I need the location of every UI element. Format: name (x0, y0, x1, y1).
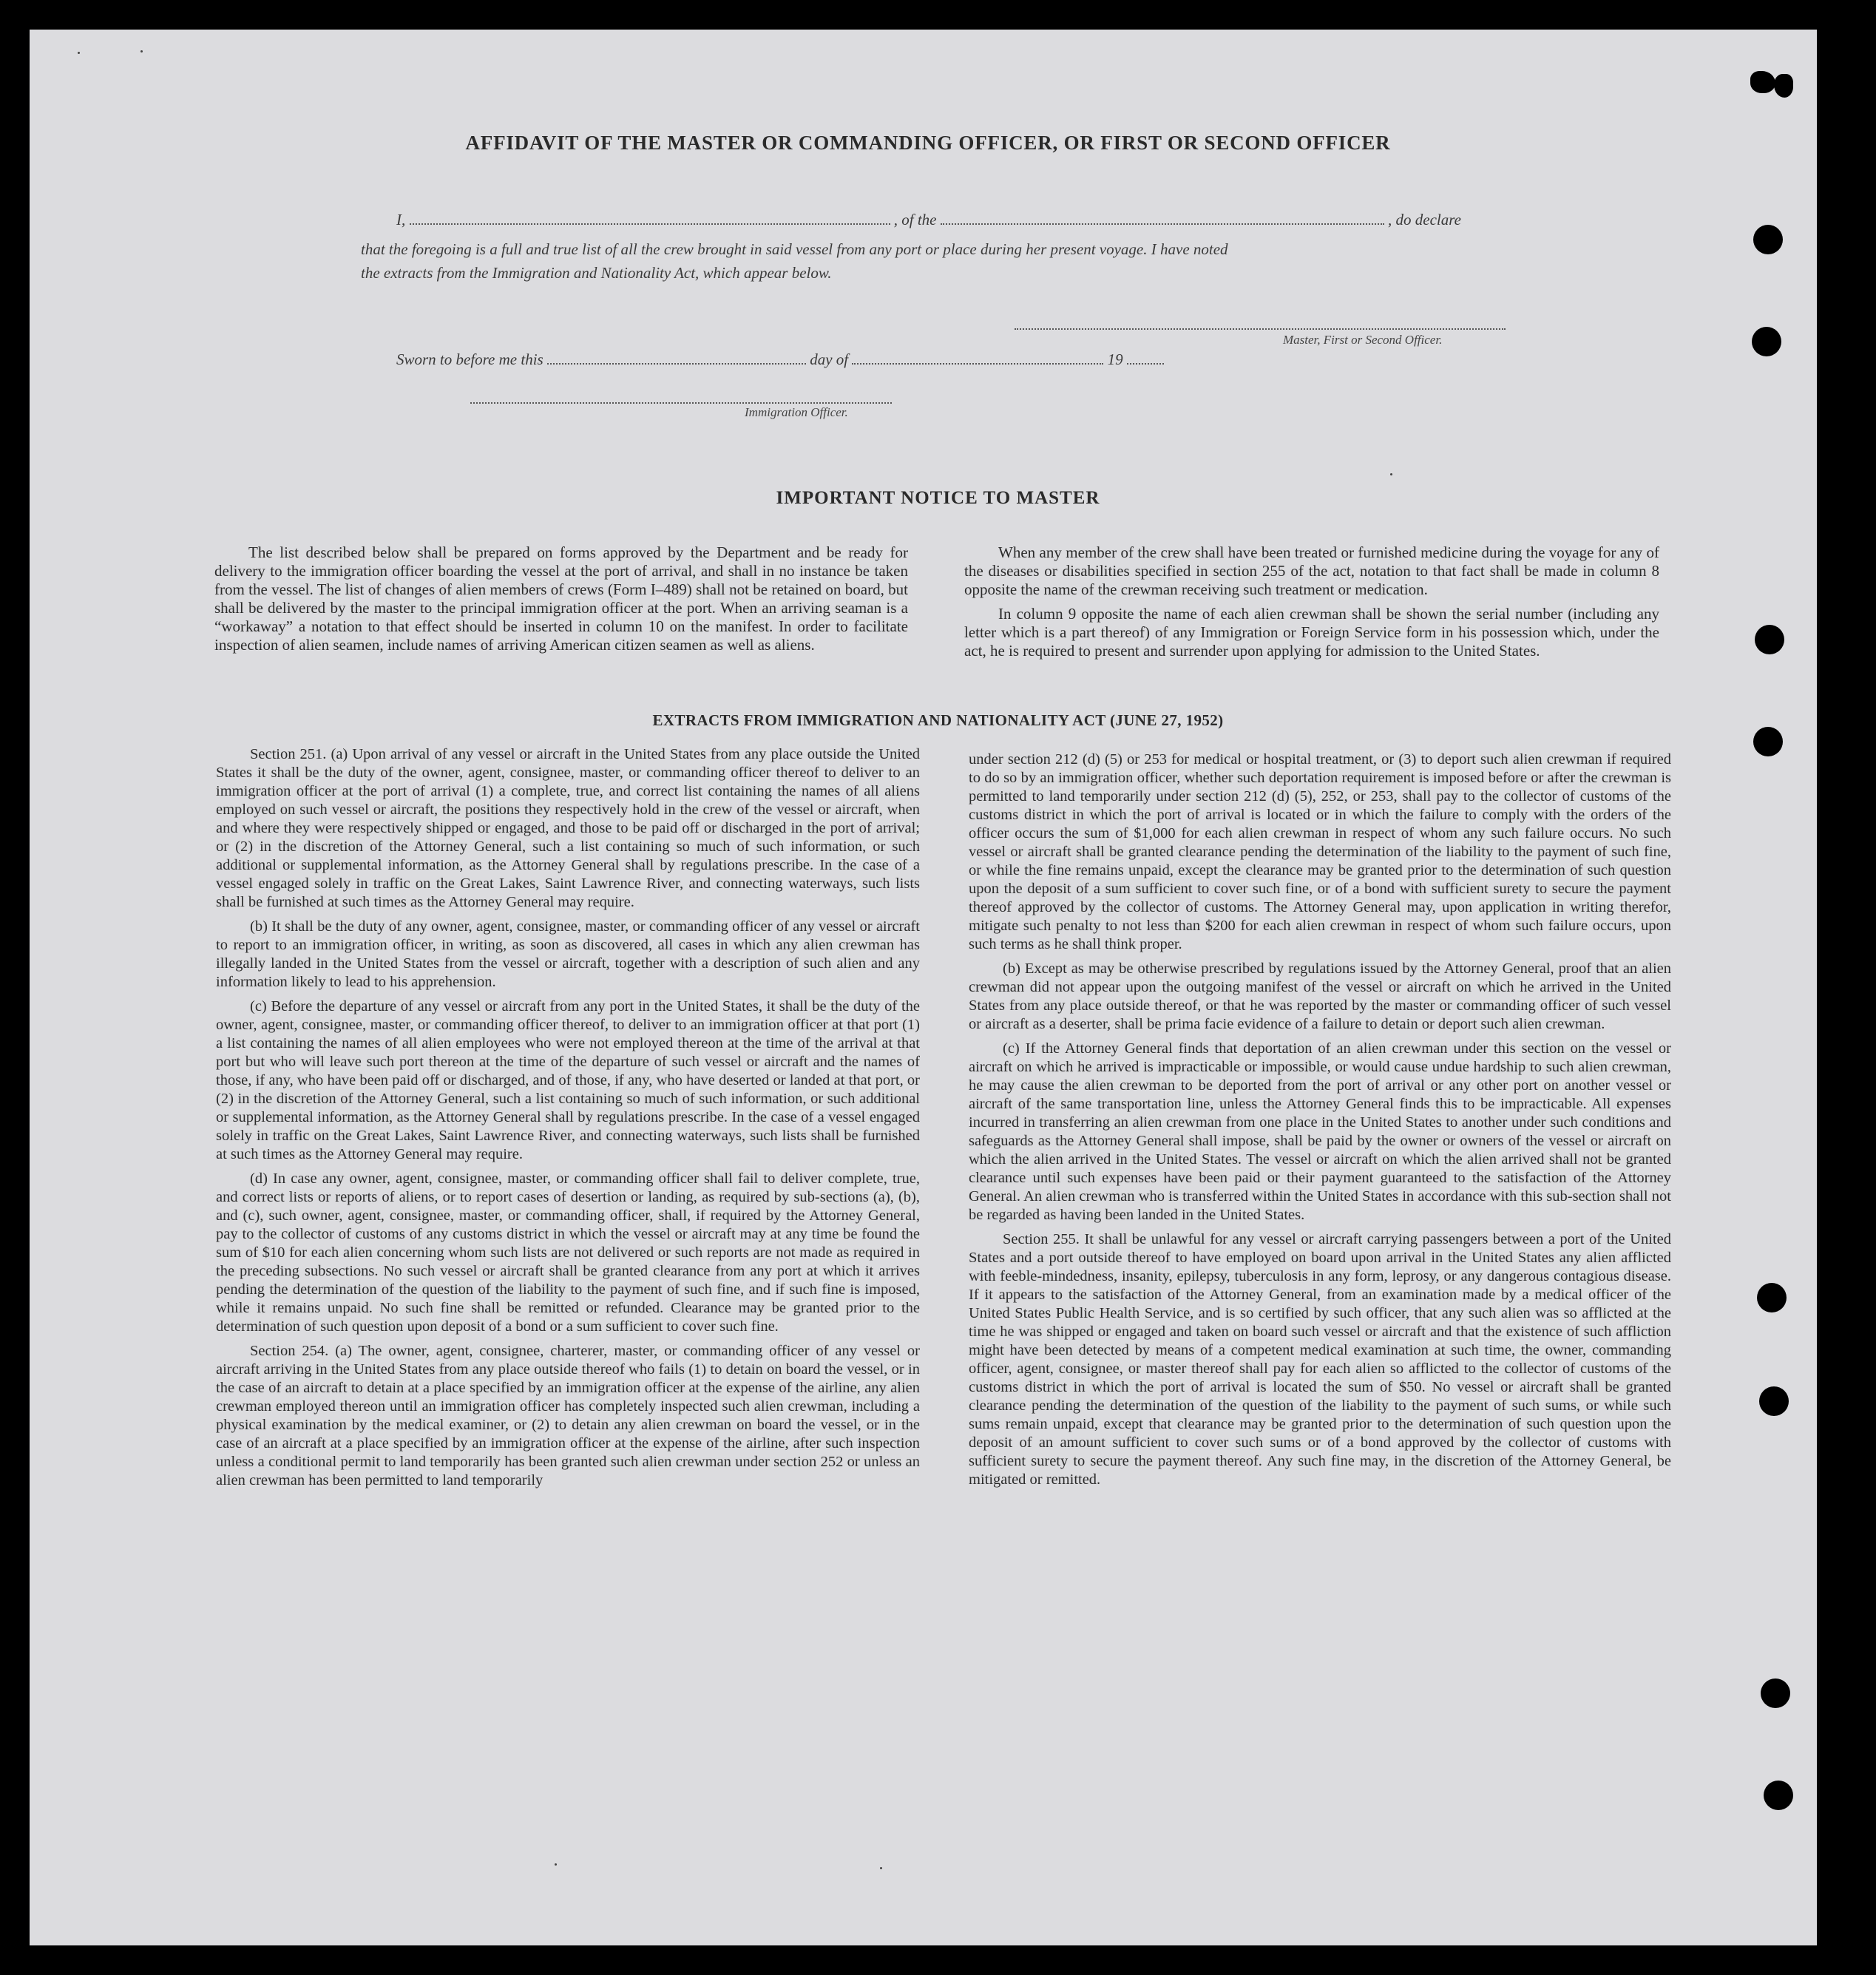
punch-hole (1757, 1283, 1787, 1312)
section-251-d: (d) In case any owner, agent, consignee, master, or commanding officer shall fail to deliver complete, true, and correct lists or reports of aliens, or to report cases of desertion or landing, as required by sub-sections (a), (b), and (c), such owner, agent, consignee, master, or commanding officer, shall, if required by the Attorney General, pay to the collector of customs of any customs district in which the vessel or aircraft may at any time be found the sum of $10 for each alien concerning whom such lists are not delivered or such reports are not made as required in the preceding subsections. No such vessel or aircraft shall be granted clearance from any port at which it arrives pending the determination of the question of the liability to the payment of such fine, and if such fine is imposed, while it remains unpaid. No such fine shall be remitted or refunded. Clearance may be granted prior to the determination of such question upon deposit of a bond or a sum sufficient to cover such fine. (216, 1171, 920, 1335)
extracts-right-column (969, 751, 1671, 1495)
sworn-month-blank[interactable] (852, 362, 1103, 365)
declaration-line-3: the extracts from the Immigration and Nationality Act, which appear below. (361, 264, 832, 282)
name-blank[interactable] (410, 223, 890, 225)
punch-hole (1750, 71, 1775, 93)
section-255: Section 255. It shall be unlawful for any vessel or aircraft carrying passengers between a port of the United States and a port outside thereof to have employed on board upon arrival in the United States any alien afflicted with feeble-mindedness, insanity, epilepsy, tuberculosis in any form, leprosy, or any dangerous contagious disease. If it appears to the satisfaction of the Attorney General, from an examination made by a medical officer of the United States Public Health Service, and is so certified by such officer, that any such alien was so afflicted at the time he was shipped or engaged and taken on board such vessel or aircraft and that the existence of such affliction might have been detected by means of a competent medical examination at such time, the owner, commanding officer, agent, consignee, or master thereof shall pay for each alien so afflicted to the collector of customs of the customs district in which the port of arrival is located the sum of $50. No vessel or aircraft shall be granted clearance pending the determination of the question of the liability to the payment of such sums, or while such sums remain unpaid, except that clearance may be granted prior to the determination of such question upon the deposit of an amount sufficient to cover such sums or of a bond approved by the collector of customs with sufficient surety to secure the payment thereof. Any such fine may, in the discretion of the Attorney General, be mitigated or remitted. (969, 1231, 1671, 1488)
sworn-date-blank[interactable] (547, 362, 806, 365)
declare-do-declare-text: , do declare (1388, 211, 1461, 228)
sworn-year-text: 19 (1107, 350, 1123, 368)
vessel-blank[interactable] (941, 223, 1384, 225)
extracts-left-column (216, 745, 920, 1496)
notice-left-paragraph: The list described below shall be prepared on forms approved by the Department and be ready for delivery to the immigration officer boarding the vessel at the port of arrival, and shall in no instance be taken from the vessel. The list of changes of alien members of crews (Form I–489) shall not be retained on board, but shall be delivered by the master to the principal immigration officer at the port. When an arriving seaman is a “workaway” a notation to that effect should be inserted in column 10 on the manifest. In order to facilitate inspection of alien seamen, include names of arriving American citizen seamen as well as aliens. (214, 543, 908, 654)
section-251-a: Section 251. (a) Upon arrival of any vessel or aircraft in the United States from any place outside the United States it shall be the duty of the owner, agent, consignee, master, or commanding officer thereof to deliver to an immigration officer at the port of arrival (1) a complete, true, and correct list containing the names of all aliens employed on such vessel or aircraft, the positions they respectively hold in the crew of the vessel or aircraft, when and where they were respectively shipped or engaged, and those to be paid off or discharged in the port of arrival; or (2) in the discretion of the Attorney General, such a list containing so much of such information, or such additional or supplemental information, as the Attorney General shall by regulations prescribe. In the case of a vessel engaged solely in traffic on the Great Lakes, Saint Lawrence River, and connecting waterways, such lists shall be furnished at such times as the Attorney General may require. (216, 746, 920, 910)
punch-hole (1764, 1781, 1793, 1810)
punch-hole (1761, 1678, 1790, 1708)
section-254-a: Section 254. (a) The owner, agent, consignee, charterer, master, or commanding officer of any vessel or aircraft arriving in the United States from any place outside thereof who fails (1) to detain on board the vessel, or in the case of an aircraft to detain at a place specified by an immigration officer at the expense of the airline, any alien crewman employed thereon until an immigration officer has completely inspected such alien crewman, including a physical examination by the medical examiner, or (2) to detain any alien crewman on board the vessel, or in the case of an aircraft at a place specified by an immigration officer at the expense of the airline, after such inspection unless a conditional permit to land temporarily has been granted such alien crewman under section 252 or unless an alien crewman has been permitted to land temporarily (216, 1343, 920, 1488)
declare-i-text: I, (396, 211, 406, 228)
notice-right-column (964, 543, 1659, 666)
sworn-line (396, 350, 1164, 369)
master-signature-label: Master, First or Second Officer. (1283, 333, 1443, 347)
punch-hole (1759, 1386, 1789, 1416)
sworn-prefix-text: Sworn to before me this (396, 350, 544, 368)
declaration-line-1 (396, 211, 1461, 229)
notice-title: IMPORTANT NOTICE TO MASTER (776, 488, 1100, 508)
notice-left-column (214, 543, 908, 660)
punch-hole (1755, 625, 1784, 654)
punch-hole (1753, 727, 1783, 756)
sworn-day-of-text: day of (810, 350, 849, 368)
speck (140, 50, 143, 52)
officer-signature-line[interactable] (470, 402, 892, 404)
section-254-a-continued: under section 212 (d) (5) or 253 for medical or hospital treatment, or (3) to deport such alien crewman if required to do so by an immigration officer, whether such deportation requirement is imposed before or after the crewman is permitted to land temporarily under section 212 (d) (5), 252, or 253, shall pay to the collector of customs of the customs district in which the port of arrival is located or in which the failure to comply with the orders of the officer occurs the sum of $1,000 for each alien crewman in respect of whom any such failure occurs. No such vessel or aircraft shall be granted clearance pending the determination of the liability to the payment of such fine, or while the fine remains unpaid, except the clearance may be granted prior to the determination of such question upon the deposit of a sum sufficient to cover such fine, or of a bond with sufficient surety to secure the payment thereof approved by the collector of customs. The Attorney General may, upon application in writing therefor, mitigate such penalty to not less than $200 for each alien crewman in respect of whom such failure occurs, upon such terms as he shall think proper. (969, 751, 1671, 952)
officer-signature-label: Immigration Officer. (745, 405, 848, 419)
punch-hole (1774, 74, 1793, 98)
speck (78, 52, 80, 54)
section-251-b: (b) It shall be the duty of any owner, agent, consignee, master, or commanding officer of any vessel or aircraft to report to an immigration officer, in writing, as soon as discovered, all cases in which any alien crewman has illegally landed in the United States from the vessel or aircraft, together with a description of such alien and any information likely to lead to his apprehension. (216, 918, 920, 990)
punch-hole (1753, 225, 1783, 254)
section-251-c: (c) Before the departure of any vessel or aircraft from any port in the United States, it shall be the duty of the owner, agent, consignee, master, or commanding officer thereof, to deliver to an immigration officer at that port (1) a list containing the names of all alien employees who were not employed thereon at the time of the arrival at that port but who will leave such port thereon at the time of the departure of such vessel or aircraft and the names of those, if any, who have been paid off or discharged, and of those, if any, who have deserted or landed at that port, or (2) in the discretion of the Attorney General, such a list containing so much of such information, or such additional or supplemental information, as the Attorney General shall by regulations prescribe. In the case of a vessel engaged solely in traffic on the Great Lakes, Saint Lawrence River, and connecting waterways, such lists shall be furnished at such times as the Attorney General may require. (216, 998, 920, 1162)
speck (555, 1863, 557, 1866)
declare-of-the-text: , of the (893, 211, 937, 228)
sworn-year-blank[interactable] (1127, 362, 1164, 365)
notice-right-paragraph-1: When any member of the crew shall have been treated or furnished medicine during the voyage for any of the diseases or disabilities specified in section 255 of the act, notation to that fact shall be made in column 8 opposite the name of the crewman receiving such treatment or medication. (964, 543, 1659, 598)
speck (880, 1867, 882, 1869)
notice-right-paragraph-2: In column 9 opposite the name of each alien crewman shall be shown the serial number (including any letter which is a part thereof) of any Immigration or Foreign Service form in his possession which, under the act, he is required to present and surrender upon applying for admission to the United States. (964, 605, 1659, 660)
punch-hole (1752, 327, 1781, 356)
section-254-b: (b) Except as may be otherwise prescribed by regulations issued by the Attorney General, proof that an alien crewman did not appear upon the outgoing manifest of the vessel or aircraft on which he arrived in the United States from any place outside thereof, or that he was reported by the master or commanding officer of such vessel or aircraft as a deserter, shall be prima facie evidence of a failure to detain or deport such alien crewman. (969, 961, 1671, 1032)
affidavit-title: AFFIDAVIT OF THE MASTER OR COMMANDING OFFICER, OR FIRST OR SECOND OFFICER (465, 132, 1391, 154)
declaration-line-2: that the foregoing is a full and true list of all the crew brought in said vessel from any port or place during her present voyage. I have noted (361, 240, 1228, 258)
master-signature-line[interactable] (1015, 328, 1506, 330)
extracts-title: EXTRACTS FROM IMMIGRATION AND NATIONALITY ACT (JUNE 27, 1952) (652, 711, 1224, 729)
speck (1390, 473, 1392, 475)
section-254-c: (c) If the Attorney General finds that deportation of an alien crewman under this section on the vessel or aircraft on which he arrived is impracticable or impossible, or would cause undue hardship to such alien crewman, he may cause the alien crewman to be deported from the port of arrival or any other port on another vessel or aircraft of the same transportation line, unless the Attorney General finds this to be impracticable. All expenses incurred in transferring an alien crewman from one place in the United States to another under such conditions and safeguards as the Attorney General shall impose, shall be paid by the owner or owners of the vessel or aircraft on which the alien arrived in the United States. The vessel or aircraft on which the alien arrived shall not be granted clearance until such expenses have been paid or their payment guaranteed to the satisfaction of the Attorney General. An alien crewman who is transferred within the United States in accordance with this sub-section shall not be regarded as having been landed in the United States. (969, 1040, 1671, 1223)
